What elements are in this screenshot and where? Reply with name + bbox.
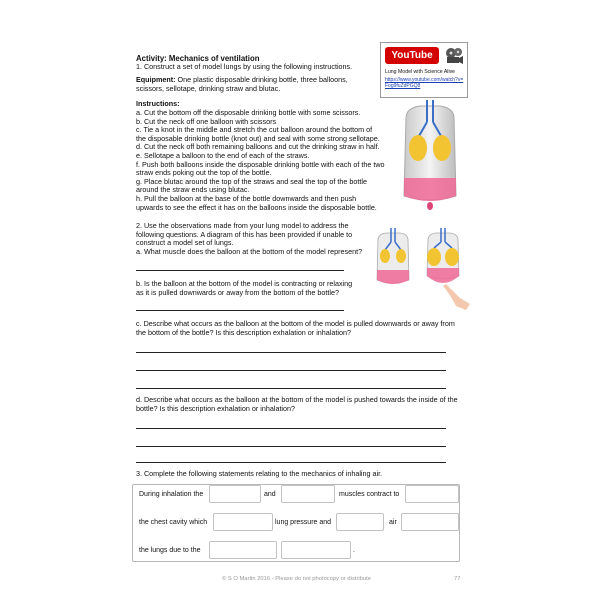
blank-field[interactable] [401, 513, 459, 531]
instructions-list [136, 109, 386, 212]
equipment-text [136, 76, 376, 93]
instruction-line: around the straw ends using blutac. [136, 185, 250, 195]
model-diagram-relaxed [370, 228, 416, 290]
question-2c [136, 320, 466, 337]
question-2d-line: d. Describe what occurs as the balloon at the bottom of the model is pushed towards the inside of the [136, 395, 458, 404]
fill-label-row3a: the lungs due to the [139, 547, 201, 554]
answer-line-2d-2[interactable] [136, 446, 446, 447]
question-3: 3. Complete the following statements relating to the mechanics of inhaling air. [136, 469, 383, 478]
answer-line-2d-3[interactable] [136, 462, 446, 463]
step-1-text: 1. Construct a set of model lungs by using the following instructions. [136, 62, 353, 71]
question-2-line: 2. Use the observations made from your lung model to address the [136, 221, 349, 230]
fill-label-row2a: the chest cavity which [139, 519, 208, 526]
instruction-line: upwards to see the effect it has on the balloons inside the disposable bottle. [136, 202, 377, 212]
question-2d-line: bottle? Is this description exhalation or inhalation? [136, 403, 296, 413]
equipment-label: Equipment: [136, 75, 176, 84]
fill-label-row3-end: . [353, 547, 355, 554]
video-title: Lung Model with Science Alive [385, 69, 456, 75]
answer-line-2d-1[interactable] [136, 428, 446, 429]
question-2-line: following questions. A diagram of this has been provided if unable to [136, 229, 353, 239]
footer-copyright: © S O Martin 2016 - Please do not photocopy or distribute [222, 576, 371, 582]
answer-line-2b[interactable] [136, 310, 344, 311]
instruction-line: f. Push both balloons inside the disposable drinking bottle with each of the two [136, 159, 385, 169]
question-2b-line: b. Is the balloon at the bottom of the model is contracting or relaxing [136, 279, 353, 288]
instruction-line: straw ends poking out the top of the bottle. [136, 168, 272, 178]
blank-field[interactable] [213, 513, 273, 531]
model-diagram-pulled [420, 228, 472, 312]
question-2a: a. What muscle does the balloon at the bottom of the model represent? [136, 246, 363, 256]
instruction-line: d. Cut the neck off both remaining balloons and cut the drinking straw in half. [136, 142, 380, 152]
film-reel-icon [444, 46, 464, 66]
page-number: 77 [454, 576, 461, 582]
youtube-logo: YouTube [385, 47, 439, 64]
blank-field[interactable] [209, 541, 277, 559]
question-2b-line: as it is pulled downwards or away from the bottom of the bottle? [136, 287, 339, 297]
question-2d [136, 396, 466, 413]
blank-field[interactable] [281, 541, 351, 559]
blank-field[interactable] [281, 485, 335, 503]
fill-label-row2b: lung pressure and [275, 519, 332, 526]
fill-label-row1a: During inhalation the [139, 491, 204, 498]
lung-model-illustration [392, 100, 468, 212]
activity-title: Activity: Mechanics of ventilation [136, 54, 260, 63]
question-2b [136, 280, 376, 297]
video-link[interactable]: https://www.youtube.com/watch?v=Fog9fuZdPGQ8 [385, 77, 464, 89]
question-2c-line: the bottom of the bottle? Is this description exhalation or inhalation? [136, 327, 351, 337]
hand-icon [443, 284, 470, 310]
youtube-video-card[interactable] [380, 42, 468, 98]
answer-line-2c-2[interactable] [136, 370, 446, 371]
instructions-label: Instructions: [136, 99, 180, 108]
instruction-line: h. Pull the balloon at the base of the bottle downwards and then push [136, 193, 357, 203]
blank-field[interactable] [336, 513, 384, 531]
question-2 [136, 222, 376, 256]
fill-label-row1b: and [264, 491, 276, 498]
answer-line-2c-3[interactable] [136, 388, 446, 389]
instruction-line: b. Cut the neck off one balloon with scissors [136, 116, 277, 126]
equipment-line2: scissors, sellotape, drinking straw and blutac. [136, 83, 281, 93]
instruction-line: e. Sellotape a balloon to the end of each of the straws. [136, 150, 310, 160]
answer-line-2a[interactable] [136, 270, 344, 271]
answer-line-2c-1[interactable] [136, 352, 446, 353]
instruction-line: a. Cut the bottom off the disposable drinking bottle with some scissors. [136, 108, 361, 117]
question-2-line: construct a model set of lungs. [136, 238, 234, 248]
instruction-line: c. Tie a knot in the middle and stretch the cut balloon around the bottom of [136, 125, 373, 135]
instruction-line: g. Place blutac around the top of the straws and seal the top of the bottle [136, 176, 367, 186]
fill-label-row2c: air [389, 519, 397, 526]
question-2c-line: c. Describe what occurs as the balloon at the bottom of the model is pulled downwards or away from [136, 319, 455, 328]
instruction-line: the disposable drinking bottle (knot out) and seal with some strong sellotape. [136, 133, 380, 143]
fill-label-row1c: muscles contract to [339, 491, 400, 498]
fill-in-box [132, 484, 460, 562]
blank-field[interactable] [405, 485, 459, 503]
equipment-line1: One plastic disposable drinking bottle, three balloons, [175, 75, 348, 84]
blank-field[interactable] [209, 485, 261, 503]
